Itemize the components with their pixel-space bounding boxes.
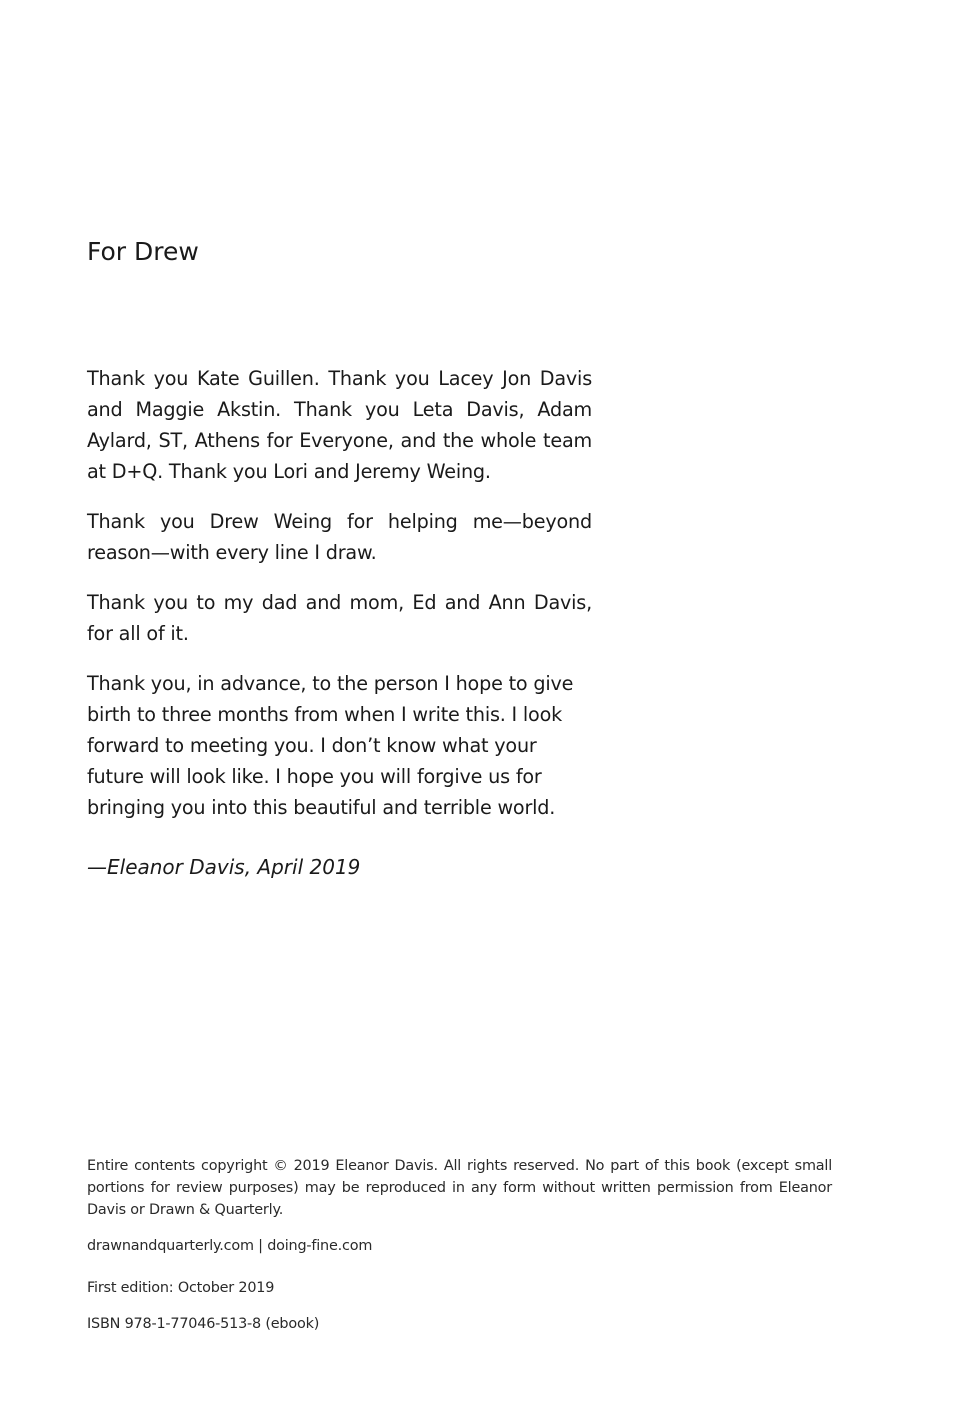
acknowledgment-paragraph: Thank you Drew Weing for helping me—beyond reason—with every line I draw. [87,510,592,564]
copyright-block [87,1155,832,1335]
isbn: ISBN 978-1-77046-513-8 (ebook) [87,1316,320,1332]
dedication: For Drew [87,237,199,266]
edition-info: First edition: October 2019 [87,1280,275,1296]
acknowledgments [87,363,592,842]
websites: drawnandquarterly.com | doing-fine.com [87,1238,373,1254]
acknowledgment-paragraph: Thank you, in advance, to the person I hope to give birth to three months from when I write this. I look forward to meeting you. I don’t know what your future will look like. I hope you will forgive us for bringing you into this beautiful and terrible world. [87,672,574,819]
copyright-notice: Entire contents copyright © 2019 Eleanor Davis. All rights reserved. No part of this book (except small portions for review purposes) may be reproduced in any form without written permission from Eleanor Davis or Drawn & Quarterly. [87,1158,832,1218]
acknowledgment-paragraph: Thank you to my dad and mom, Ed and Ann Davis, for all of it. [87,591,592,645]
signature: —Eleanor Davis, April 2019 [87,855,361,879]
acknowledgment-paragraph: Thank you Kate Guillen. Thank you Lacey Jon Davis and Maggie Akstin. Thank you Leta Davis, Adam Aylard, ST, Athens for Everyone, and the whole team at D+Q. Thank you Lori and Jeremy Weing. [87,367,592,483]
